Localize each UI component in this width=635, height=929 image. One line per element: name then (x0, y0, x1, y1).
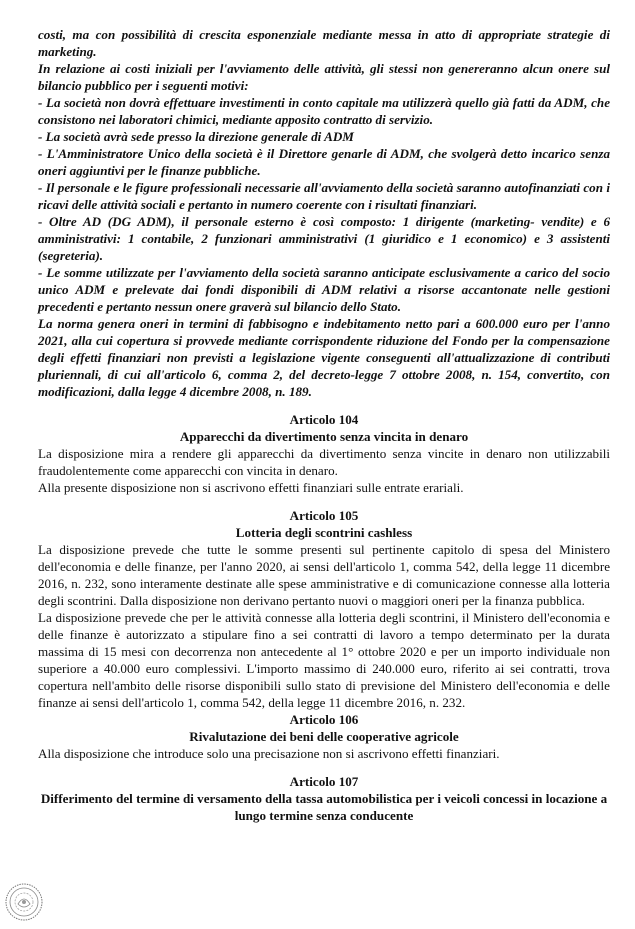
article-paragraph: La disposizione prevede che per le attività connesse alla lotteria degli scontrini, il Ministero dell'economia e delle finanze è autorizzato a stipulare fino a sei contratti di lavoro a tempo determinato per la durata massima di 15 mesi con decorrenza non antecedente al 1° ottobre 2020 e per un importo individuale non superiore a 40.000 euro complessivi. L'importo massimo di 240.000 euro, riferito ai sei contratti, trova copertura nell'ambito delle risorse disponibili sullo stato di previsione del Ministero dell'economia e delle finanze ai sensi dell'articolo 1, comma 542, della legge 11 dicembre 2016, n. 232. (38, 610, 610, 710)
article-paragraph: Alla disposizione che introduce solo una precisazione non si ascrivono effetti finanziari. (38, 746, 500, 761)
article-number: Articolo 107 (289, 774, 359, 789)
article-title: Differimento del termine di versamento della tassa automobilistica per i veicoli concessi in locazione a lungo termine senza conducente (40, 791, 608, 823)
article-paragraph: Alla presente disposizione non si ascrivono effetti finanziari sulle entrate erariali. (38, 480, 464, 495)
official-seal-icon (4, 882, 44, 922)
intro-paragraph: - Le somme utilizzate per l'avviamento della società saranno anticipate esclusivamente a carico del socio unico ADM e prelevate dai fondi disponibili di ADM relativi a risorse accantonate nelle gestioni precedenti e pertanto nessun onere graverà sul bilancio dello Stato. (38, 265, 610, 314)
intro-paragraph: In relazione ai costi iniziali per l'avviamento delle attività, gli stessi non genereranno alcun onere sul bilancio pubblico per i seguenti motivi: (38, 61, 610, 93)
article-number: Articolo 105 (289, 508, 359, 523)
intro-paragraph: La norma genera oneri in termini di fabbisogno e indebitamento netto pari a 600.000 euro per l'anno 2021, alla cui copertura si provvede mediante corrispondente riduzione del Fondo per la compensazione degli effetti finanziari non previsti a legislazione vigente conseguenti all'attualizzazione di contributi pluriennali, di cui all'articolo 6, comma 2, del decreto-legge 7 ottobre 2008, n. 154, convertito, con modificazioni, dalla legge 4 dicembre 2008, n. 189. (38, 316, 610, 399)
intro-paragraph: costi, ma con possibilità di crescita esponenziale mediante messa in atto di appropriate strategie di marketing. (38, 27, 610, 59)
intro-paragraph: - Il personale e le figure professionali necessarie all'avviamento della società saranno autofinanziati con i ricavi delle attività sociali e pertanto in numero coerente con i risultati finanziari. (38, 180, 610, 212)
article-107 (38, 773, 610, 824)
article-title: Apparecchi da divertimento senza vincita in denaro (179, 429, 469, 444)
intro-paragraph: - La società avrà sede presso la direzione generale di ADM (38, 129, 354, 144)
article-105 (38, 507, 610, 711)
article-title: Lotteria degli scontrini cashless (235, 525, 413, 540)
article-paragraph: La disposizione mira a rendere gli apparecchi da divertimento senza vincite in denaro non utilizzabili fraudolentemente come apparecchi con vincita in denaro. (38, 446, 610, 478)
intro-paragraph: - L'Amministratore Unico della società è il Direttore genarle di ADM, che svolgerà detto incarico senza oneri aggiuntivi per le finanze pubbliche. (38, 146, 610, 178)
article-106 (38, 711, 610, 762)
intro-paragraph: - La società non dovrà effettuare investimenti in conto capitale ma utilizzerà quello già fatti da ADM, che consistono nei laboratori chimici, mediante apposito contratto di servizio. (38, 95, 610, 127)
article-104 (38, 411, 610, 496)
intro-paragraph: - Oltre AD (DG ADM), il personale esterno è così composto: 1 dirigente (marketing- vendite) e 6 amministrativi: 1 contabile, 2 funzionari amministrativi (1 giuridico e 1 economico) e 3 assistenti (segreteria). (38, 214, 610, 263)
article-number: Articolo 106 (289, 712, 359, 727)
document-page (38, 26, 610, 824)
article-number: Articolo 104 (289, 412, 359, 427)
article-paragraph: La disposizione prevede che tutte le somme presenti sul pertinente capitolo di spesa del Ministero dell'economia e delle finanze, per l'anno 2020, ai sensi dell'articolo 1, comma 542, della legge 11 dicembre 2016, n. 232, sono interamente destinate alle spese amministrative e di comunicazione connesse alla lotteria degli scontrini. Dalla disposizione non derivano pertanto nuovi o maggiori oneri per la finanza pubblica. (38, 542, 610, 608)
article-title: Rivalutazione dei beni delle cooperative agricole (189, 729, 459, 744)
